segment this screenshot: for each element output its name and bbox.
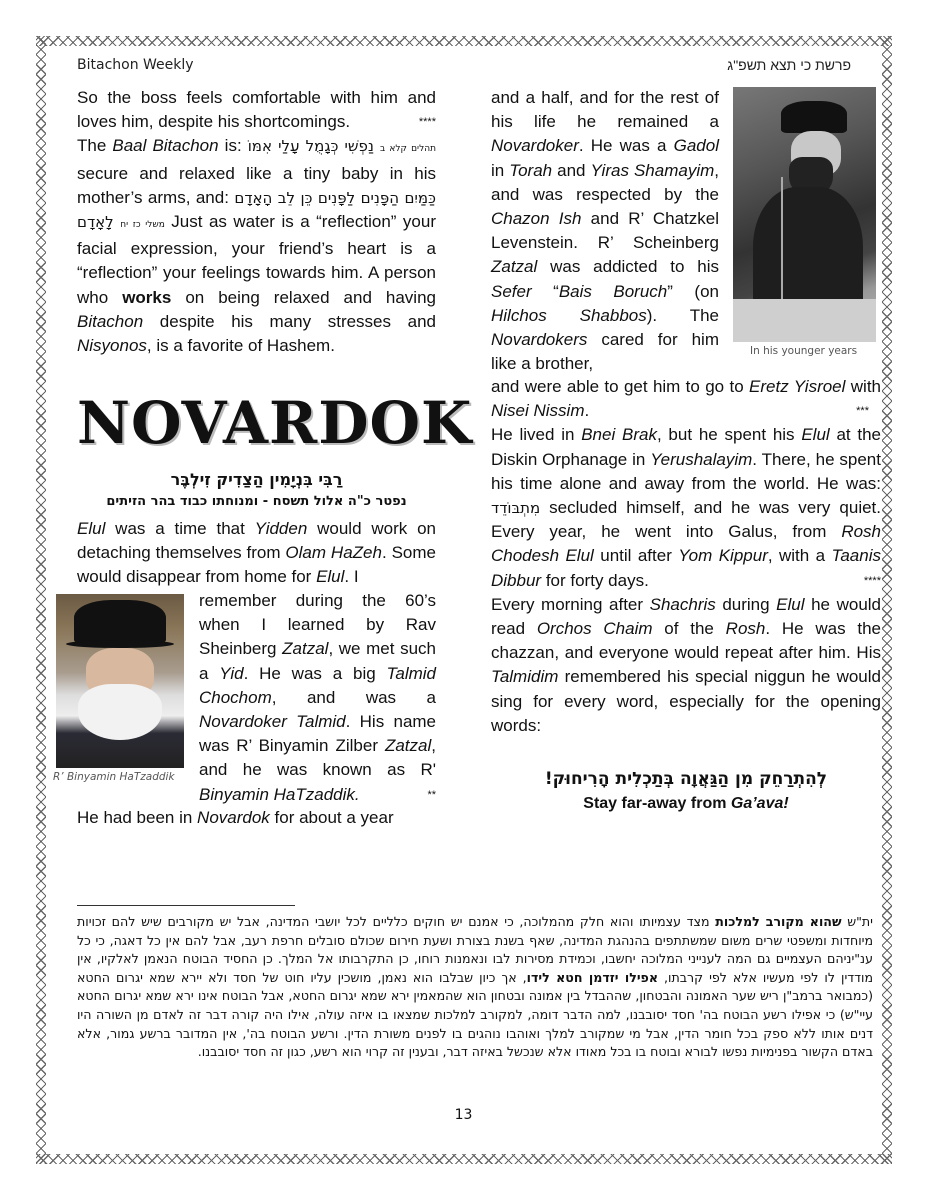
photo-younger-years: [733, 87, 876, 342]
footnote-text: ית"ש שהוא מקורב למלכות מצד עצמיותו והוא חלק מהמלוכה, כי אמנם יש חוקים כלליים לכל יושבי המדינה, אבל יש מקורבים שיש להם זכויות מיוחדות ומשפטי שרים משום שמשתתפים בהנהגת המדינה, שאף בשנת בצורת ושעת חירום שכולם סובלים חרפת רעב, אבל להם אין כל דאגה, כי כל ענ"יניהם העצמיים גם המה לענייני המלוכה יחשבו, וכמידת מסירות לבו ונאמנות רוחו, כן התקרבותו אל המלך. כן החסיד הבוטח הנאמן לאלקיו, אין מודדין לו לפי מעשיו אלא לפי קרבתו, אפילו יזדמן חטא לידו, אך כיון שבלבו הוא נאמן, מושכין עליו חוט של חסד ולא יירא שמא יגרום החטא (כמבואר ברמב"ן ריש שער האמונה והבטחון, שההבדל בין אמונה ובטחון הוא שהמאמין ירא שמא יגרום החטא, אבל הבוטח אינו ירא שמא יגרום החטא עיי"ש) כי אפילו רשע הבוטח בה' חסד יסובבנו, למה הדבר דומה, למקורב למלכות שמצאו בו איזה עולה, אילו היה קורה דבר זה לאדם מן השורה היו דנים אותו ללא ספק בכל חומר הדין, אבל מי שמקורב למלך ואוהבו נוהגים בו לפנים משורת הדין. ורשע הבוטח בה', אין המדובר ברשע גמור, אלא באדם הקשור בפנימיות נפשו לבורא ובוטח בו בכל מאודו אלא שנכשל באיזה דבר, ובענין זה קרוי הוא רשע, כגון זה חסד יסובבנו.: [77, 914, 874, 1060]
beard-shape: [78, 684, 162, 740]
footnote-divider: [77, 905, 295, 906]
decorative-border-right: [882, 36, 892, 1164]
english-quote: Stay far-away from Ga’ava!: [583, 795, 789, 812]
section-divider-stars: **: [427, 788, 436, 801]
section-divider-stars: ***: [856, 405, 869, 418]
table-shape: [733, 299, 876, 342]
decorative-border-top: [36, 36, 892, 46]
hebrew-word: מִתְבּוֹדֵד: [491, 499, 541, 518]
hebrew-subtitle: נפטר כ"ה אלול תשסח - ומנוחתו כבוד בהר הזיתים: [106, 494, 407, 509]
photo-caption: In his younger years: [750, 345, 858, 357]
section-divider-stars: ****: [418, 116, 436, 129]
verse-reference: משלי כז יח: [120, 220, 165, 231]
publication-title: Bitachon Weekly: [77, 57, 194, 73]
hat-shape: [74, 600, 166, 644]
photo-caption: R’ Binyamin HaTzaddik: [53, 771, 175, 783]
intro-paragraph: So the boss feels comfortable with him and loves him, despite his shortcomings. **** The Baal Bitachon is: נַפְשִׁי כְּגָמֻל עָלַי אִמּוֹ תהלים קלא ב secure and relaxed like a tiny baby in his mother’s arms, and: כַּמַּיִם הַפָּנִים לַפָּנִים כֵּן לֵב הָאָדָם לָאָדָם משלי כז יח Just as water is a “reflection” your facial expression, your friend’s heart is a “reflection” your feelings towards him. A person who works on being relaxed and having Bitachon despite his many stresses and Nisyonos, is a favorite of Hashem.: [77, 88, 436, 356]
right-full-paragraphs: and were able to get him to go to Eretz Yisroel with Nisei Nissim. *** He lived in Bnei Brak, but he spent his Elul at the Diskin Orphanage in Yerushalayim. There, he spent his time alone and away from the world. He was: מִתְבּוֹדֵד secluded himself, and he was very quiet. Every year, he went into Galus, from Rosh Chodesh Elul until after Yom Kippur, with a Taanis Dibbur for forty days. **** Every morning after Shachris during Elul he would read Orchos Chaim of the Rosh. He was the chazzan, and everyone would repeat after him. His Talmidim remembered his special niggun he would sing for every word, especially for the opening words:: [491, 377, 882, 735]
elul-paragraph: Elul was a time that Yidden would work on detaching themselves from Olam HaZeh. Some would disappear from home for Elul. I: [77, 519, 436, 587]
hebrew-quote: לְהִתְרַחֵק מִן הַגַּאֲוָה בְּתַכְלִית הָרִיחוּק!: [544, 769, 828, 789]
wrap-paragraph: remember during the 60’s when I learned by Rav Sheinberg Zatzal, we met such a Yid. He was a big Talmid Chochom, and was a Novardoker Talmid. His name was R’ Binyamin Zilber Zatzal, and he was known as R' Binyamin HaTzaddik. **: [199, 589, 436, 807]
page-number: 13: [454, 1107, 473, 1123]
continuation-paragraph: He had been in Novardok for about a year: [77, 808, 394, 827]
hebrew-name-heading: רַבִּי בִּנְיָמִין הַצַדִיק זִילְבֶּר: [170, 470, 343, 489]
section-divider-stars: ****: [863, 574, 881, 587]
decorative-border-left: [36, 36, 46, 1164]
parsha-header: פרשת כי תצא תשפ"ג: [727, 57, 851, 73]
hat-brim: [66, 640, 174, 648]
verse-reference: תהלים קלא ב: [379, 144, 436, 155]
section-title: NOVARDOK: [77, 389, 473, 457]
hat-shape: [781, 101, 847, 133]
hebrew-verse: נַפְשִׁי כְּגָמֻל עָלַי אִמּוֹ: [247, 137, 374, 156]
hebrew-verse: כַּמַּיִם הַפָּנִים לַפָּנִים כֵּן לֵב הָאָדָם לָאָדָם: [77, 188, 436, 232]
decorative-border-bottom: [36, 1154, 892, 1164]
photo-binyamin-hatzaddik: [56, 594, 184, 768]
right-wrap-paragraph: and a half, and for the rest of his life he remained a Novardoker. He was a Gadol in Torah and Yiras Shamayim, and was respected by the Chazon Ish and R’ Chatzkel Levenstein. R’ Scheinberg Zatzal was addicted to his Sefer “Bais Boruch” (on Hilchos Shabbos). The Novardokers cared for him like a brother,: [491, 88, 720, 374]
